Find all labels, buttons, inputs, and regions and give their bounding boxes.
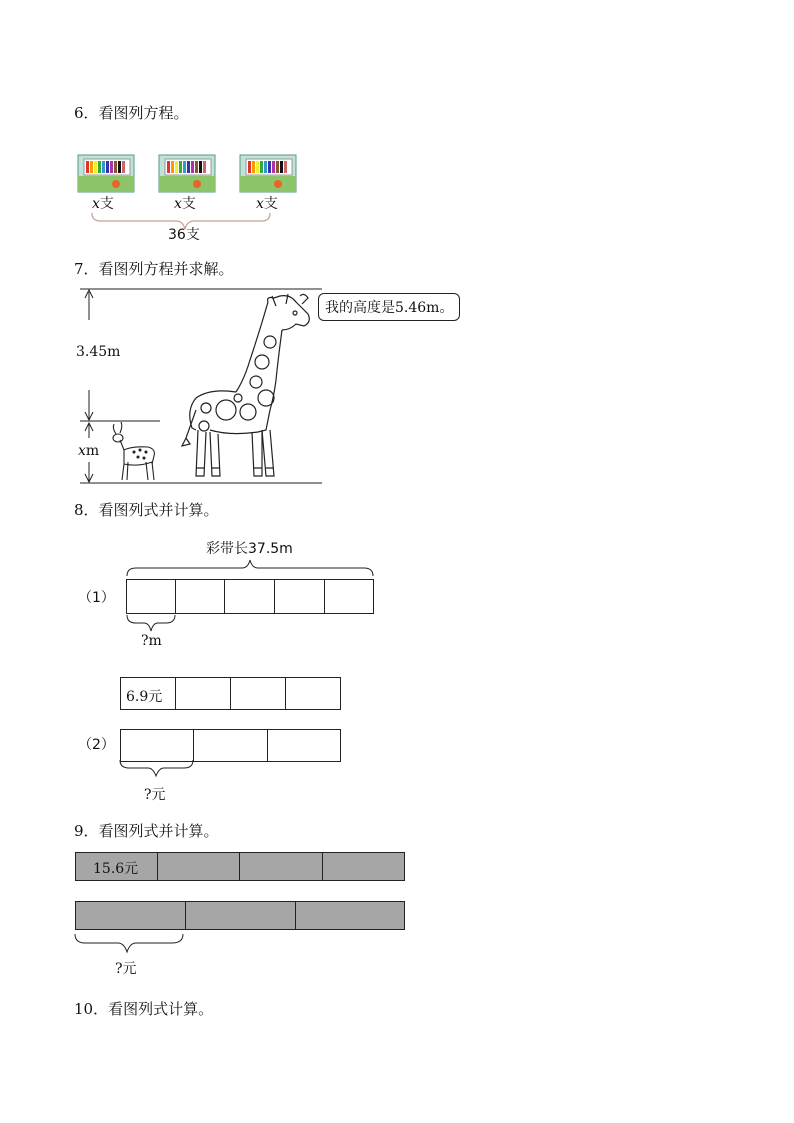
q8-part2-unknown: ?元 xyxy=(144,787,166,803)
question-6-title: 6．看图列方程。 xyxy=(74,104,189,122)
question-7-title: 7．看图列方程并求解。 xyxy=(74,260,234,278)
q8-part2-given: 6.9元 xyxy=(126,689,163,705)
q7-deer-height-label: xm xyxy=(78,443,100,459)
q6-total: 36支 xyxy=(168,227,200,243)
q9-unknown: ?元 xyxy=(115,961,137,977)
q9-given: 15.6元 xyxy=(93,861,139,877)
q8-part1-label: （1） xyxy=(78,590,115,606)
q6-label-1: x支 xyxy=(92,196,114,212)
question-8-title: 8．看图列式并计算。 xyxy=(74,501,219,519)
q6-label-2: x支 xyxy=(174,196,196,212)
question-9-title: 9．看图列式并计算。 xyxy=(74,822,219,840)
q8-part1-total: 彩带长37.5m xyxy=(206,541,293,557)
giraffe-speech-bubble: 我的高度是5.46m。 xyxy=(318,293,460,321)
q8-part1-unknown: ?m xyxy=(141,633,162,649)
question-10-title: 10．看图列式计算。 xyxy=(74,1000,214,1018)
q7-height-diff-label: 3.45m xyxy=(76,344,121,360)
q6-label-3: x支 xyxy=(256,196,278,212)
q8-part2-label: （2） xyxy=(78,737,115,753)
